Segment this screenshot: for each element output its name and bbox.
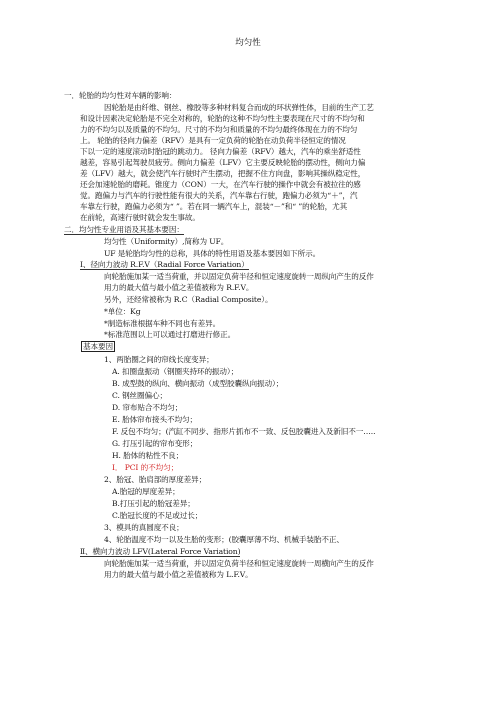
text-line-content: *单位：Kg [104, 307, 141, 316]
text-line-content: D. 帘布贴合不均匀； [112, 403, 183, 412]
text-line-content: 因轮胎是由纤维、钢丝、橡胶等多种材料复合而成的环状弹性体，目前的生产工艺 [104, 103, 374, 112]
text-line [80, 191, 357, 201]
text-line [80, 114, 365, 124]
text-line [104, 559, 374, 569]
text-line-content: 越差，容易引起驾驶员疲劳。侧向力偏差（LFV）它主要反映轮胎的摆动性，侧向力偏 [80, 158, 366, 167]
text-line-content: 1、两胎圈之间的帘线长度变异； [104, 355, 214, 364]
text-line-content: 2、胎冠、胎肩部的厚度差异； [104, 475, 207, 484]
text-line-content: 觉。跑偏力与汽车的行驶性能有很大的关系，汽车靠右行驶，跑偏力必须为“＋”，汽 [80, 191, 358, 200]
text-line-content: B. 成型鼓的纵向、横向振动（成型胶囊纵向振动）； [112, 379, 284, 388]
text-line-content: A.胎冠的厚度差异； [112, 487, 180, 496]
text-line-content: C. 钢丝圈偏心； [112, 391, 168, 400]
text-line-content: I． PCI 的不均匀； [112, 463, 179, 472]
text-line [112, 463, 178, 473]
text-line [80, 169, 365, 179]
text-line [104, 475, 206, 485]
text-line-content: Ⅰ、径向力波动 R.F.V（Radial Force Variation） [80, 260, 249, 269]
text-line-content: H. 胎体的粘性不良； [112, 451, 184, 460]
text-line-content: 二．均匀性专业用语及其基本要因： [64, 225, 184, 234]
text-line-content: 另外，还经常被称为 R.C（Radial Composite）。 [104, 295, 273, 304]
text-line [112, 415, 197, 425]
text-line-content: G. 打压引起的帘布变形； [112, 439, 198, 448]
text-line [104, 103, 374, 113]
text-line [104, 330, 235, 340]
text-line [112, 511, 202, 521]
text-line-content: 用力的最大值与最小值之差值被称为 L.F.V。 [104, 570, 253, 579]
text-line-content: 和设计因素决定轮胎是不完全对称的，轮胎的这种不均匀性主要表现在尺寸的不均匀和 [80, 114, 365, 123]
text-line-content: F. 反包不均匀；(汽缸不同步、指形片抓布不一致、反包胶囊进入及新旧不一….. [112, 427, 376, 436]
text-line [112, 427, 375, 437]
text-line [104, 272, 374, 282]
text-line-content: 车靠左行驶，跑偏力必须为“ ”。若在同一辆汽车上，混装“－”和“ ”的轮胎，尤其 [80, 202, 348, 211]
text-line [104, 319, 220, 329]
text-line [112, 379, 283, 389]
text-line-content: 下以一定的速度滚动时胎冠的跳动力。 径向力偏差（RFV）越大，汽车的乘坐舒适性 [80, 147, 361, 156]
text-line [80, 180, 361, 190]
document-title: 均匀性 [235, 38, 261, 48]
text-line-content: 基本要因 [83, 342, 113, 351]
text-line-content: 用力的最大值与最小值之差值被称为 R.F.V。 [104, 283, 254, 292]
text-line-content: Ⅱ、横向力波动 LFV(Lateral Force Variation) [80, 547, 241, 556]
text-line [112, 487, 180, 497]
text-line [64, 225, 184, 235]
text-line-content: 3、模具的真圆度不良； [104, 523, 184, 532]
text-line [104, 355, 214, 365]
text-line [112, 439, 197, 449]
text-line-content: 4、轮胎温度不均一以及生胎的变形；(胶囊厚薄不均、机械手装胎不正、 [104, 535, 344, 544]
text-line-content: *制造标准根据车种不同也有差异。 [104, 319, 221, 328]
text-line [80, 260, 249, 270]
text-line-content: A. 扣圈盘振动（钢圈夹持环的振动）； [112, 367, 239, 376]
text-line [112, 367, 238, 377]
text-line [112, 499, 195, 509]
text-line [80, 213, 200, 223]
text-line-content: 一．轮胎的均匀性对车辆的影响： [64, 91, 177, 100]
text-line-content: 向轮胎施加某一适当荷重，并以固定负荷半径和恒定速度旋转一周纵向产生的反作 [104, 272, 374, 281]
text-line-content: 在前轮，高速行驶时就会发生事故。 [80, 213, 200, 222]
text-line [64, 91, 176, 101]
text-line [104, 535, 344, 545]
text-line-content: E. 胎体帘布接头不均匀； [112, 415, 198, 424]
text-line [104, 237, 228, 247]
text-line [104, 523, 184, 533]
text-line [80, 158, 365, 168]
text-line [104, 295, 272, 305]
text-line [80, 125, 357, 135]
text-line [104, 307, 141, 317]
text-line-content: 均匀性（Uniformity）,简称为 UF。 [104, 237, 229, 246]
text-line [112, 403, 182, 413]
text-line [112, 391, 167, 401]
text-line [80, 136, 346, 146]
text-line [81, 342, 115, 352]
text-line [80, 547, 240, 557]
text-line-content: 向轮胎施加某一适当荷重，并以固定负荷半径和恒定速度旋转一周横向产生的反作 [104, 559, 374, 568]
text-line-content: UF 是轮胎均匀性的总称，具体的特性用语及基本要因如下所示。 [104, 249, 321, 258]
text-line-content: 力的不均匀以及质量的不均匀。尺寸的不均匀和质量的不均匀最终体现在力的不均匀 [80, 125, 358, 134]
text-line-content: 差（LFV）越大，就会使汽车行驶时产生摆动，把握不住方向盘，影响其操纵稳定性， [80, 169, 366, 178]
text-line-content: 还会加速轮胎的磨耗。锥度力（CON）一大，在汽车行驶的操作中就会有被拉往的感 [80, 180, 361, 189]
text-line [112, 451, 183, 461]
text-line [104, 570, 253, 580]
text-line [104, 283, 253, 293]
text-line-content: C.胎冠长度的不足或过长； [112, 511, 203, 520]
text-line [80, 147, 361, 157]
text-line [104, 249, 320, 259]
text-line-content: 上。 轮胎的径向力偏差（RFV）是具有一定负荷的轮胎在动负荷半径恒定的情况 [80, 136, 346, 145]
text-line-content: B.打压引起的胎冠差异； [112, 499, 195, 508]
text-line [80, 202, 347, 212]
text-line-content: *标准范围以上可以通过打磨进行修正。 [104, 330, 236, 339]
